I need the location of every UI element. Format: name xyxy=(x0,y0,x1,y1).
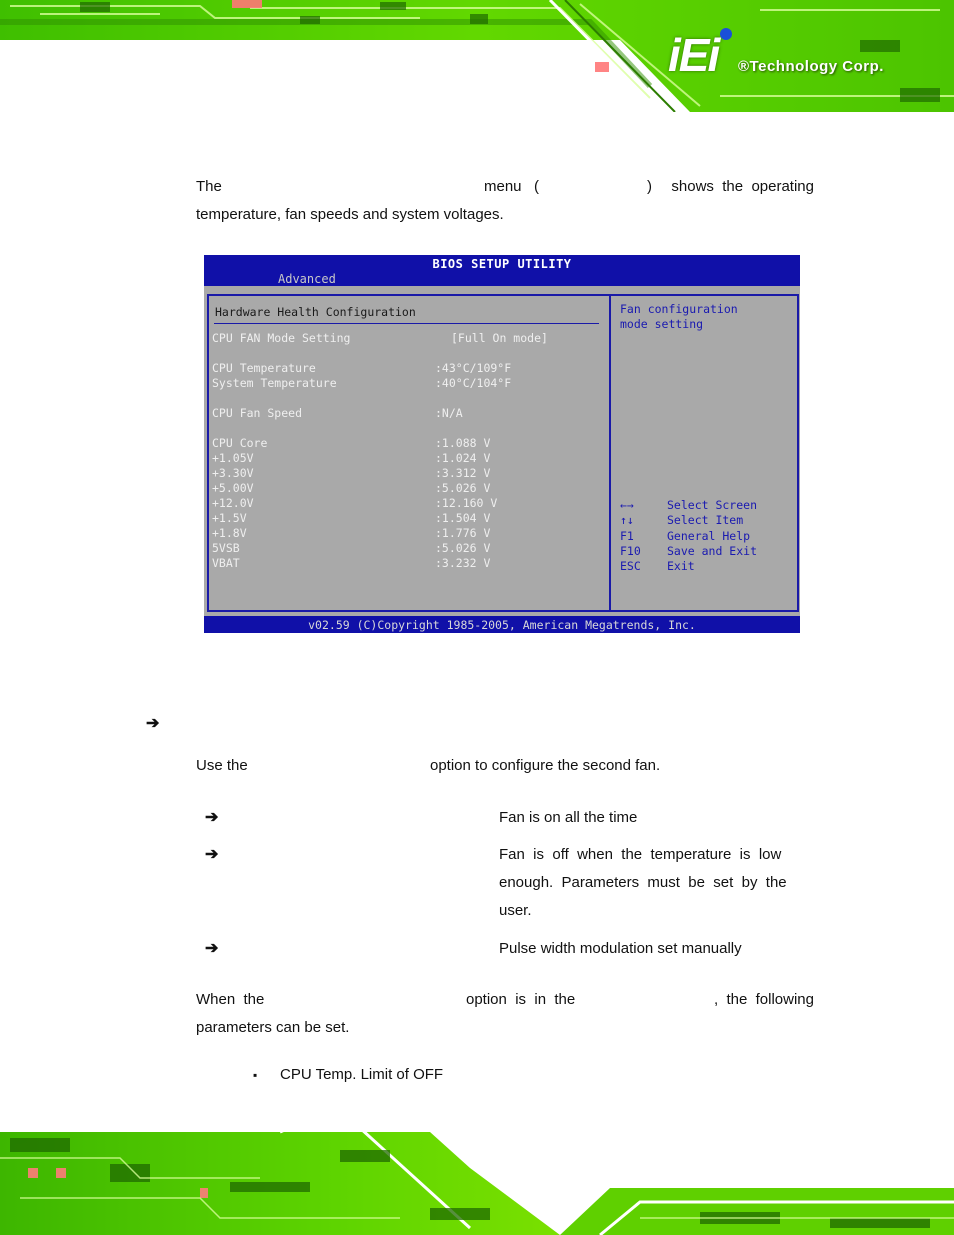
option-description: user. xyxy=(499,902,532,919)
bios-row-label: +3.30V xyxy=(212,466,254,480)
when-word3: , the following xyxy=(713,991,814,1008)
bios-screenshot xyxy=(204,255,800,633)
bios-row-value: :43°C/109°F xyxy=(435,361,512,375)
bios-section-title: Hardware Health Configuration xyxy=(215,305,416,319)
bios-row-value: :1.024 V xyxy=(435,451,491,465)
bios-row-label: CPU Temperature xyxy=(212,361,316,375)
bios-row-label: CPU Fan Speed xyxy=(212,406,303,420)
bios-row-label: 5VSB xyxy=(212,541,240,555)
intro-line1-rest: shows the operating xyxy=(671,178,814,195)
circuit-board-footer xyxy=(0,1118,954,1235)
bios-row-label: VBAT xyxy=(212,556,240,570)
bios-key-action: Select Item xyxy=(667,513,744,527)
bios-row-value: :1.504 V xyxy=(435,511,491,525)
bios-key: ESC xyxy=(620,559,641,573)
bios-row-label: +12.0V xyxy=(212,496,254,510)
bios-row-value: :3.232 V xyxy=(435,556,491,570)
intro-line2: temperature, fan speeds and system voltages. xyxy=(196,206,504,223)
header-banner xyxy=(0,0,954,112)
bios-fan-mode-label: CPU FAN Mode Setting xyxy=(212,331,351,345)
bios-help-line1: Fan configuration xyxy=(620,302,738,316)
when-word1: When the xyxy=(196,991,265,1008)
bios-row-value: :40°C/104°F xyxy=(435,376,512,390)
use-line-end: option to configure the second fan. xyxy=(430,757,661,774)
bios-row-label: System Temperature xyxy=(212,376,337,390)
bullet-text: CPU Temp. Limit of OFF xyxy=(280,1066,444,1083)
option-arrow-icon: ➔ xyxy=(205,809,219,826)
bios-row-label: +1.5V xyxy=(212,511,247,525)
bios-key: ←→ xyxy=(620,498,634,512)
bios-row-value: :12.160 V xyxy=(435,496,498,510)
logo-dot xyxy=(720,28,732,40)
bios-key: F1 xyxy=(620,529,634,543)
when-line2: parameters can be set. xyxy=(196,1019,350,1036)
bios-key-action: General Help xyxy=(667,529,751,543)
bios-title: BIOS SETUP UTILITY xyxy=(432,257,572,271)
section-arrow-icon: ➔ xyxy=(146,715,160,732)
bios-key-action: Select Screen xyxy=(667,498,758,512)
when-word2: option is in the xyxy=(466,991,576,1008)
bios-key-action: Exit xyxy=(667,559,695,573)
logo-text: ®Technology Corp. xyxy=(738,58,884,75)
option-description: Pulse width modulation set manually xyxy=(499,940,742,957)
bios-row-value: :N/A xyxy=(435,406,463,420)
option-description: Fan is off when the temperature is low xyxy=(499,846,782,863)
bios-help-line2: mode setting xyxy=(620,317,704,331)
footer-banner xyxy=(0,1118,954,1235)
bullet-icon: ▪ xyxy=(253,1068,258,1082)
intro-word-menu: menu xyxy=(484,178,522,195)
bios-row-value: :5.026 V xyxy=(435,481,491,495)
bios-tab-advanced: Advanced xyxy=(278,272,336,286)
bios-row-value: :5.026 V xyxy=(435,541,491,555)
intro-word-the: The xyxy=(196,178,222,195)
option-arrow-icon: ➔ xyxy=(205,940,219,957)
option-description: enough. Parameters must be set by the xyxy=(499,874,787,891)
bios-key-action: Save and Exit xyxy=(667,544,758,558)
bios-row-value: :1.088 V xyxy=(435,436,491,450)
bios-row-label: +1.05V xyxy=(212,451,254,465)
bios-fan-mode-value: [Full On mode] xyxy=(451,331,548,345)
bios-section-separator xyxy=(214,323,599,324)
bios-row-label: +1.8V xyxy=(212,526,247,540)
iei-logo xyxy=(664,24,934,84)
bios-row-label: CPU Core xyxy=(212,436,268,450)
intro-paren-open: ( xyxy=(534,178,539,195)
option-arrow-icon: ➔ xyxy=(205,846,219,863)
logo-mark: iEi xyxy=(668,29,719,81)
bios-row-value: :1.776 V xyxy=(435,526,491,540)
bios-row-label: +5.00V xyxy=(212,481,254,495)
intro-paren-close: ) xyxy=(647,178,652,195)
bios-key: ↑↓ xyxy=(620,513,634,527)
option-description: Fan is on all the time xyxy=(499,809,638,826)
bios-copyright: v02.59 (C)Copyright 1985-2005, American Megatrends, Inc. xyxy=(308,618,696,632)
bios-key: F10 xyxy=(620,544,641,558)
use-line-start: Use the xyxy=(196,757,248,774)
bios-row-value: :3.312 V xyxy=(435,466,491,480)
